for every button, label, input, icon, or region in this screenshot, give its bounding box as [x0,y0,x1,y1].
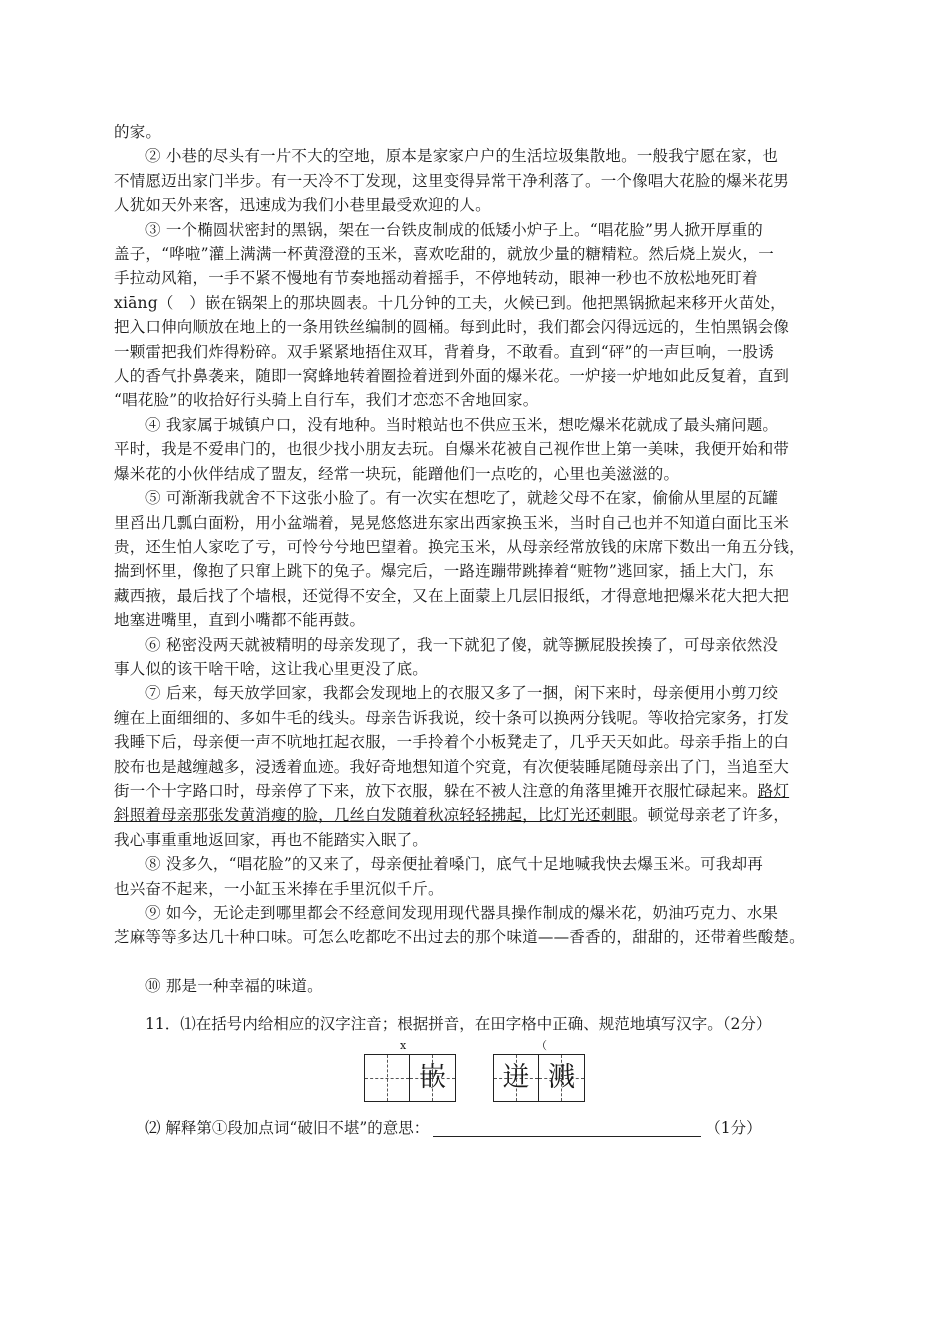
text-line-content: ⑧ 没多久，“唱花脸”的又来了，母亲便扯着嗓门，底气十足地喊我快去爆玉米。可我却再 [145,855,763,874]
underlined-sentence: 路灯 [757,781,790,800]
text-line [114,511,838,535]
text-line [114,340,838,364]
text-line [114,486,838,510]
grid-char: 溅 [548,1062,575,1094]
text-line [114,242,838,266]
text-line [114,681,838,705]
pinyin-blank-2: （ [536,1039,547,1053]
text-line-content: 盖子，“哗啦”灌上满满一杯黄澄澄的玉米，喜欢吃甜的，就放少量的糖精粒。然后烧上炭火，一 [114,245,774,264]
text-line-content: 胶布也是越缠越多，浸透着血迹。我好奇地想知道个究竟，有次便装睡尾随母亲出了门，当追至大 [114,757,790,776]
text-line-content: 地塞进嘴里，直到小嘴都不能再鼓。 [114,611,366,630]
text-line [114,803,838,827]
pinyin-blank-1: x [400,1039,407,1053]
text-line [114,266,838,290]
text-line-content: ④ 我家属于城镇户口，没有地种。当时粮站也不供应玉米，想吃爆米花就成了最头痛问题。 [145,415,779,434]
text-line-content: xiāng（ ）嵌在锅架上的那块圆表。十几分钟的工夫，火候已到。他把黑锅掀起来移开火苗处， [114,293,786,312]
paragraph-10: ⑩ 那是一种幸福的味道。 [145,976,323,995]
text-line [114,413,838,437]
document-page [114,120,838,1140]
underlined-sentence: 斜照着母亲那张发黄消瘦的脸，几丝白发随着秋凉轻轻拂起，比灯光还刺眼 [114,806,633,825]
text-line [114,193,838,217]
text-line [114,291,838,315]
grid-char: 迸 [502,1062,530,1094]
text-line [114,608,838,632]
spacer [114,950,838,974]
text-line [114,925,838,949]
tianzige-cell[interactable] [494,1055,539,1101]
text-line [114,633,838,657]
grid-char: 嵌 [419,1062,446,1094]
answer-blank[interactable] [433,1118,701,1137]
text-line [114,144,838,168]
tianzige-cell[interactable] [410,1055,455,1101]
tianzige-area [114,1036,838,1116]
question-11-part-2 [114,1116,838,1140]
text-line [114,315,838,339]
text-line [114,755,838,779]
tianzige-grid-1[interactable] [364,1054,456,1102]
text-line-content: 藏西掖，最后找了个墙根，还觉得不安全，又在上面蒙上几层旧报纸，才得意地把爆米花大把大把 [114,586,790,605]
text-line [114,462,838,486]
text-line [114,169,838,193]
text-line [114,706,838,730]
text-line-content: 一颗雷把我们炸得粉碎。双手紧紧地捂住双耳，背着身，不敢看。直到“砰”的一声巨响，一股诱 [114,342,774,361]
text-line-content: 缠在上面细细的、多如牛毛的线头。母亲告诉我说，绞十条可以换两分钱呢。等收拾完家务，打发 [114,708,790,727]
text-line [114,730,838,754]
question-11-part-2-label: ⑵ 解释第①段加点词“破旧不堪”的意思： [145,1119,430,1138]
text-line [114,437,838,461]
text-line-content: ⑤ 可渐渐我就舍不下这张小脸了。有一次实在想吃了，就趁父母不在家，偷偷从里屋的瓦罐 [145,489,779,508]
text-line-content: 人的香气扑鼻袭来，随即一窝蜂地转着圈捡着迸到外面的爆米花。一炉接一炉地如此反复着，直到 [114,367,790,386]
text-line-content: ⑦ 后来，每天放学回家，我都会发现地上的衣服又多了一捆，闲下来时，母亲便用小剪刀绞 [145,684,779,703]
text-line-content: 里舀出几瓢白面粉，用小盆端着，晃晃悠悠进东家出西家换玉米，当时自己也并不知道白面比玉米 [114,513,790,532]
text-line-content: 爆米花的小伙伴结成了盟友，经常一块玩，能蹭他们一点吃的，心里也美滋滋的。 [114,464,680,483]
text-line [114,877,838,901]
text-line-after: 。顿觉母亲老了许多， [632,806,790,825]
text-line [114,535,838,559]
text-line [114,657,838,681]
text-line [114,828,838,852]
text-line-content: 芝麻等等多达几十种口味。可怎么吃都吃不出过去的那个味道——香香的，甜甜的，还带着些酸楚。 [114,928,805,947]
text-line-content: 我睡下后，母亲便一声不吭地扛起衣服，一手拎着个小板凳走了，几乎天天如此。母亲手指上的白 [114,733,790,752]
text-line [114,559,838,583]
text-line-content: ③ 一个椭圆状密封的黑锅，架在一台铁皮制成的低矮小炉子上。“唱花脸”男人掀开厚重的 [145,220,763,239]
tianzige-cell[interactable] [365,1055,410,1101]
text-line-content: ⑨ 如今，无论走到哪里都会不经意间发现用现代器具操作制成的爆米花，奶油巧克力、水果 [145,904,779,922]
passage-text [114,120,838,950]
text-line-content: 的家。 [114,123,162,141]
text-line-content: 人犹如天外来客，迅速成为我们小巷里最受欢迎的人。 [114,196,491,215]
text-line-content: 把入口伸向顺放在地上的一条用铁丝编制的圆桶。每到此时，我们都会闪得远远的，生怕黑锅会像 [114,318,790,337]
question-11-part-2-score: （1分） [705,1119,762,1138]
question-11-part-1: 11．⑴在括号内给相应的汉字注音；根据拼音，在田字格中正确、规范地填写汉字。（2分） [145,1015,772,1034]
text-line [114,584,838,608]
text-line-content: 事人似的该干啥干啥，这让我心里更没了底。 [114,659,429,678]
text-line [114,901,838,925]
text-line-content: 也兴奋不起来，一小缸玉米捧在手里沉似千斤。 [114,879,444,898]
text-line-content: 揣到怀里，像抱了只窜上跳下的兔子。爆完后，一路连蹦带跳捧着“赃物”逃回家，插上大门，东 [114,562,774,581]
text-line [114,218,838,242]
text-line-content: ② 小巷的尽头有一片不大的空地，原本是家家户户的生活垃圾集散地。一般我宁愿在家，也 [145,147,779,166]
text-line-content: 平时，我是不爱串门的，也很少找小朋友去玩。自爆米花被自己视作世上第一美味，我便开始和带 [114,440,790,459]
text-line-content: “唱花脸”的收拾好行头骑上自行车，我们才恋恋不舍地回家。 [114,391,539,410]
text-line [114,779,838,803]
text-line-content: 手拉动风箱，一手不紧不慢地有节奏地摇动着摇手，不停地转动，眼神一秒也不放松地死盯着 [114,269,758,288]
text-line [114,364,838,388]
text-line-content: 街一个十字路口时，母亲停了下来，放下衣服，躲在不被人注意的角落里摊开衣服忙碌起来。 [114,781,758,800]
text-line-content: ⑥ 秘密没两天就被精明的母亲发现了，我一下就犯了傻，就等撅屁股挨揍了，可母亲依然没 [145,635,779,654]
text-line-content: 贵，还生怕人家吃了亏，可怜兮兮地巴望着。换完玉米，从母亲经常放钱的床席下数出一角五分钱， [114,537,805,556]
text-line [114,120,838,144]
tianzige-cell[interactable] [539,1055,584,1101]
text-line-content: 我心事重重地返回家，再也不能踏实入眠了。 [114,830,429,849]
text-line-content: 不情愿迈出家门半步。有一天冷不丁发现，这里变得异常干净利落了。一个像唱大花脸的爆米花男 [114,171,790,190]
text-line [114,852,838,876]
tianzige-grid-2[interactable] [493,1054,585,1102]
text-line [114,388,838,412]
